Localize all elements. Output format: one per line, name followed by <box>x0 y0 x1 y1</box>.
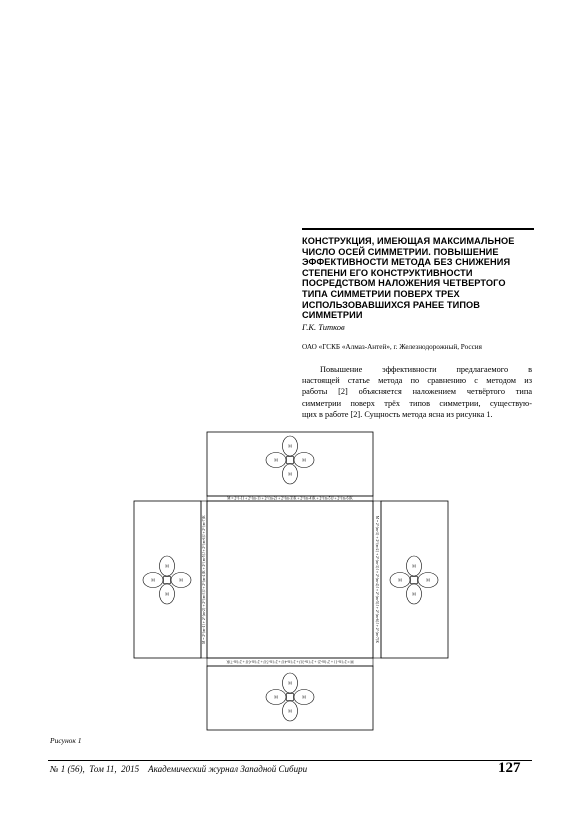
petal-label: M <box>412 563 416 569</box>
petal-label: M <box>288 443 292 449</box>
petal-label: M <box>288 708 292 714</box>
formula-right: M = 2^{m-1} + 2^{m-2} + 2^{m-3}J + 2^{m-4}J + 2^{m-5}J + 2^{m-6}J + 2^{m-7}K <box>375 515 380 644</box>
formula-top: M = 2^{-1} + 2^{m-1} + 2^{m-2} + 2^{m-3}K + 2^{m-4}K + 2^{m-5}J + 2^{m-6}K <box>227 496 353 501</box>
petal-label: M <box>179 577 183 583</box>
petal-label: M <box>302 457 306 463</box>
center-square <box>287 694 294 701</box>
petal-label: M <box>398 577 402 583</box>
abstract-line: щих в работе [2]. Сущность метода ясна из рисунка 1. <box>302 409 493 419</box>
petal-label: M <box>165 563 169 569</box>
footer-journal: № 1 (56), Том 11, 2015 Академический журнал Западной Сибири <box>50 764 308 774</box>
footer-rule <box>48 760 532 761</box>
figure-caption: Рисунок 1 <box>50 736 82 745</box>
petal-label: M <box>274 457 278 463</box>
petal-label: M <box>302 694 306 700</box>
petal-label: M <box>426 577 430 583</box>
abstract-line: Повышение эффективности предлагаемого в <box>320 365 532 374</box>
abstract-line: настоящей статье метода по сравнению с методом из <box>302 376 532 386</box>
abstract-line: работы [2] объясняется наложением четвёртого типа <box>302 387 532 397</box>
center-square <box>411 577 418 584</box>
article-title: КОНСТРУКЦИЯ, ИМЕЮЩАЯ МАКСИМАЛЬНОЕ ЧИСЛО ОСЕЙ СИММЕТРИИ. ПОВЫШЕНИЕ ЭФФЕКТИВНОСТИ МЕТОДА БЕЗ СНИЖЕНИЯ СТЕПЕНИ ЕГО КОНСТРУКТИВНОСТИ ПОСРЕДСТВОМ НАЛОЖЕНИЯ ЧЕТВЕРТОГО ТИПА СИММЕТРИИ ПОВЕРХ ТРЕХ ИСПОЛЬЗОВАВШИХСЯ РАНЕЕ ТИПОВ СИММЕТРИИ <box>302 236 515 321</box>
central-square <box>207 501 373 658</box>
petal-label: M <box>165 591 169 597</box>
abstract-line: симметрии поверх трёх типов симметрии, существую- <box>302 398 532 408</box>
center-square <box>164 577 171 584</box>
page-number: 127 <box>498 760 521 776</box>
formula-left: M = 2^{m-1} + 2^{m-2} + 2^{m-3}J + 2^{m-4}K + 2^{m-5}J + 2^{m-6}J + 2^{m-7}K <box>202 515 207 644</box>
petal-label: M <box>274 694 278 700</box>
petal-label: M <box>151 577 155 583</box>
petal-label: M <box>412 591 416 597</box>
article-author: Г.К. Титков <box>302 322 345 332</box>
petal-label: M <box>288 680 292 686</box>
center-square <box>287 457 294 464</box>
formula-bottom: M = 2^{m-1} + 2^{m-2} + 2^{m-3}J + 2^{m-4}J + 2^{m-5}J + 2^{m-6}J + 2^{m-7}K <box>226 659 354 664</box>
petal-label: M <box>288 471 292 477</box>
article-affiliation: ОАО «ГСКБ «Алмаз-Антей», г. Железнодорожный, Россия <box>302 343 482 351</box>
